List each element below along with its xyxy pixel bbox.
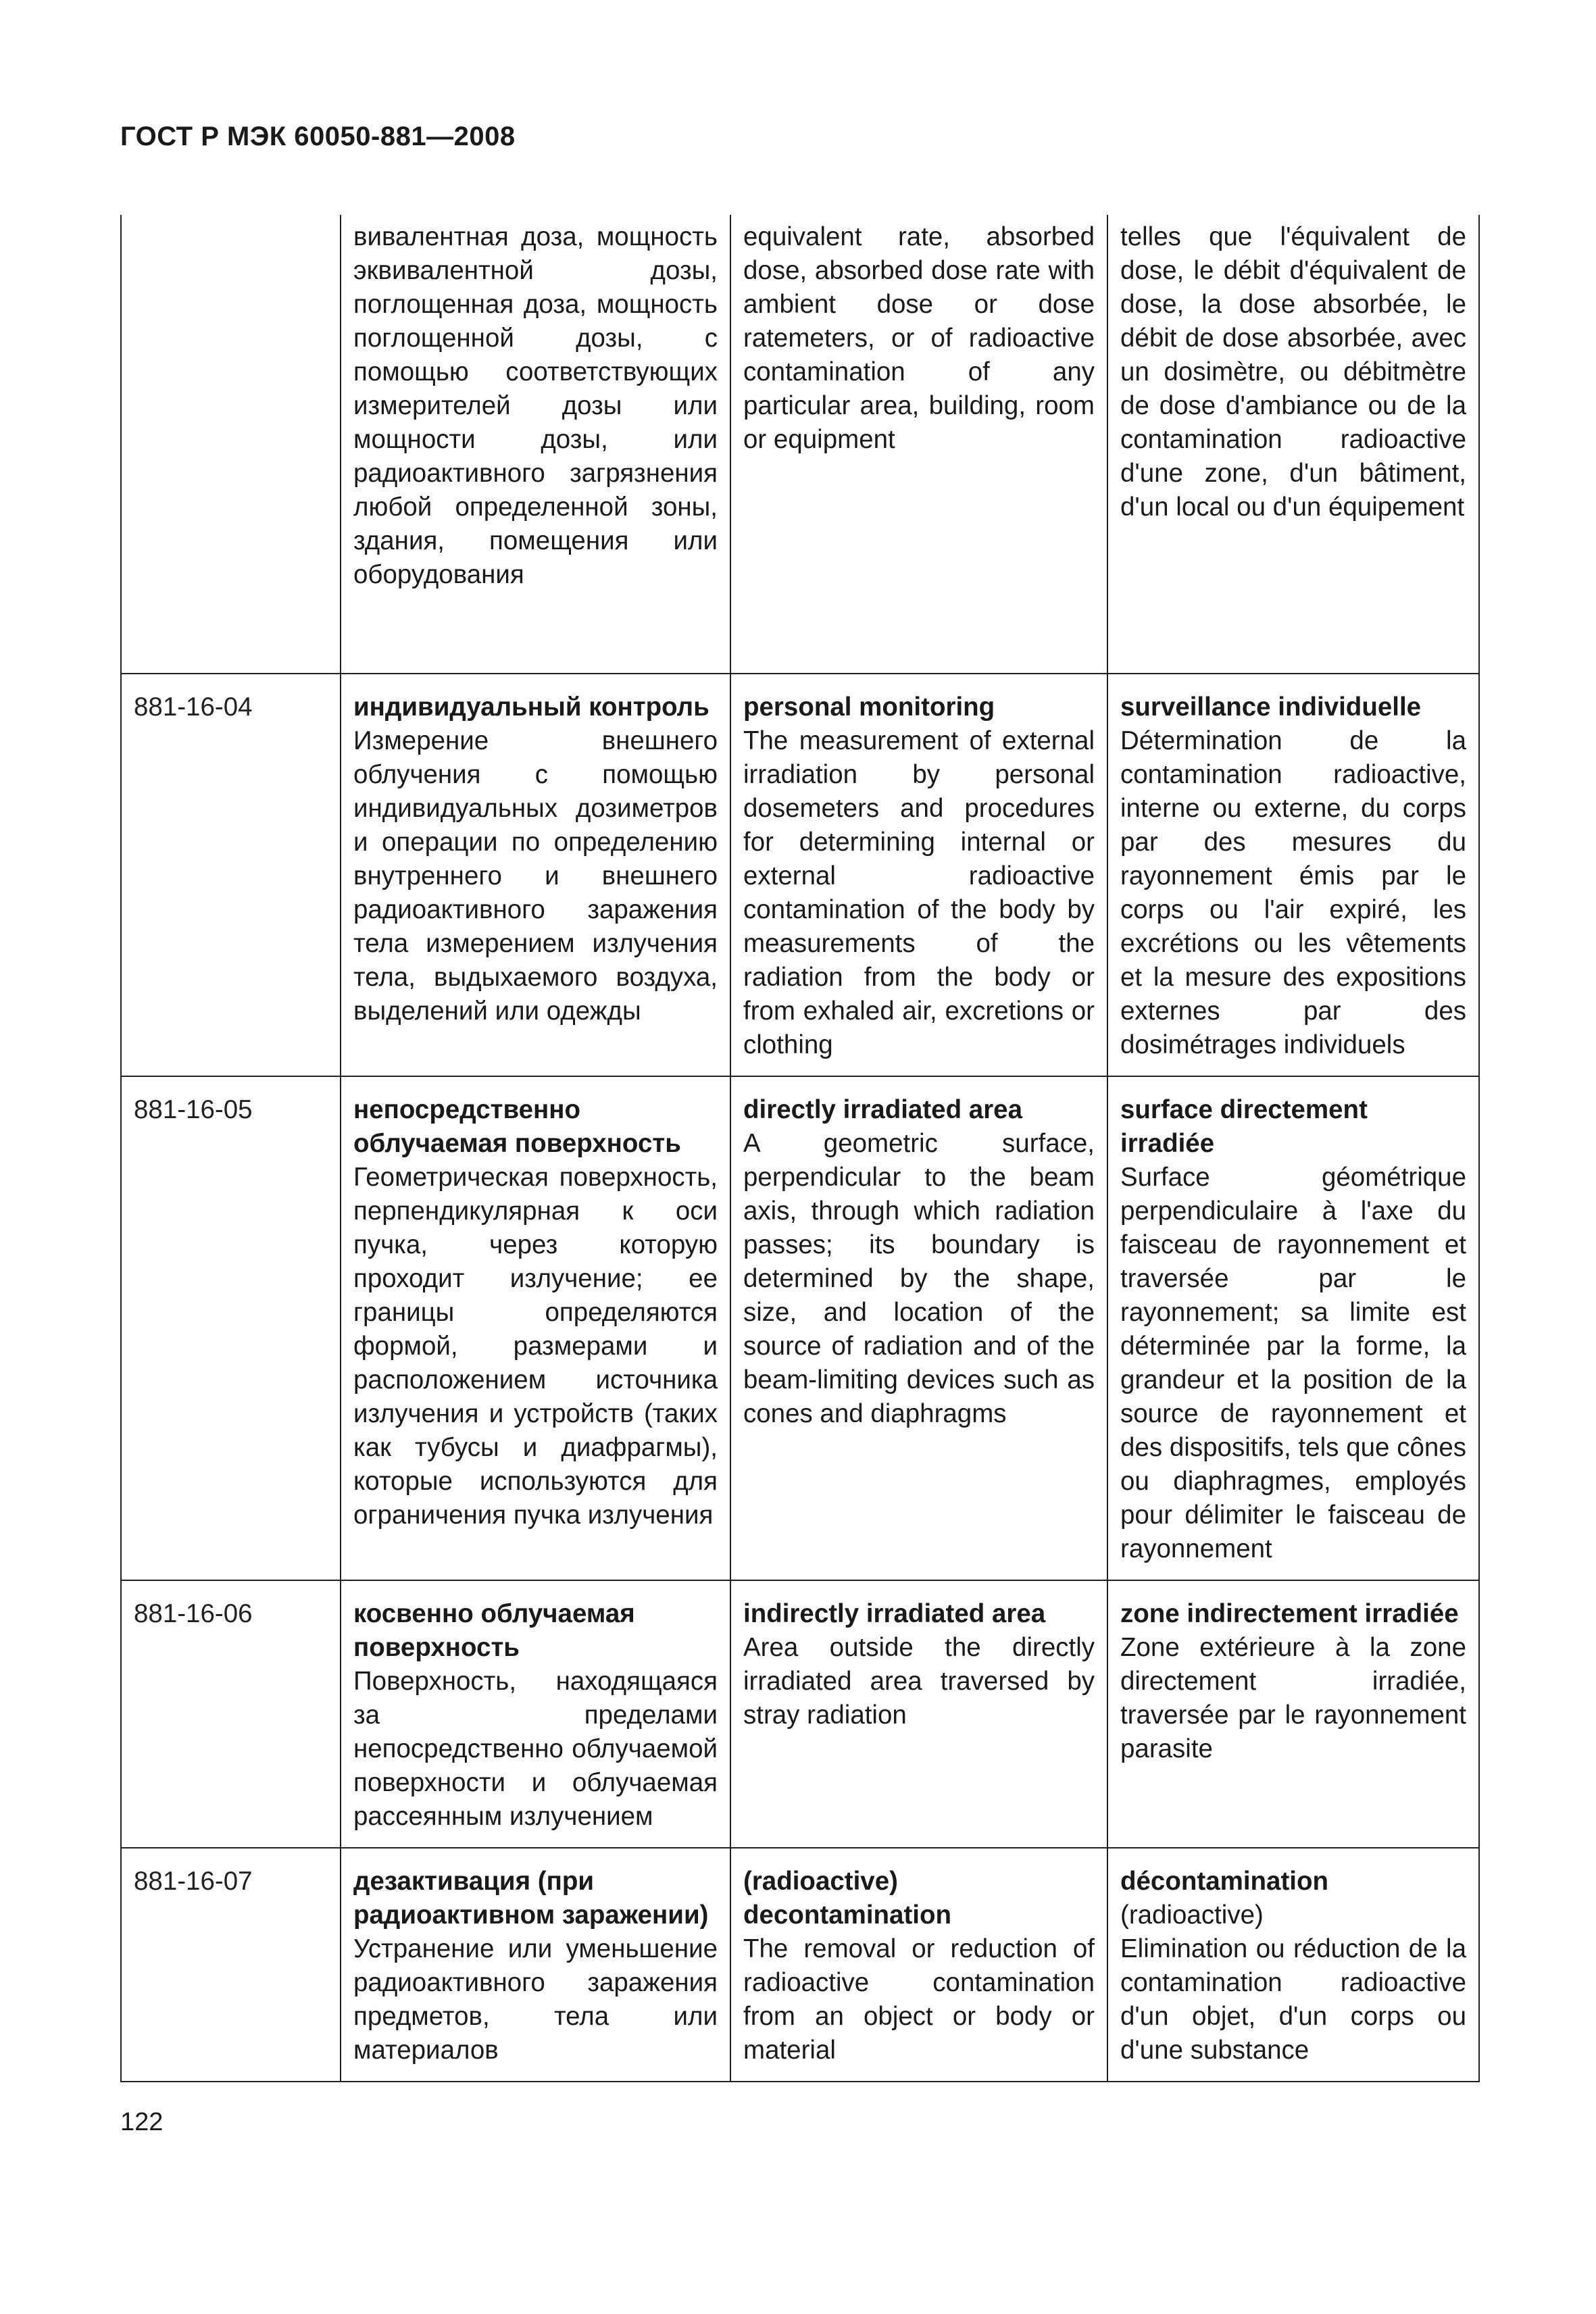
french-definition: telles que l'équivalent de dose, le débit d'équivalent de dose, la dose absorbée, le débit de dose absorbée, avec un dosimètre, ou débitmètre de dose d'ambiance ou de la contamination radioactive d'une zone, d'un bâtiment, d'un local ou d'un équipement [1120,222,1466,522]
russian-definition: вивалентная доза, мощность эквивалентной дозы, поглощенная доза, мощность поглощенной дозы, с помощью соответствующих измерителей дозы или мощности дозы, или радиоактивного загрязнения любой определенной зоны, здания, помещения или оборудования [353,222,718,589]
table-row [121,1076,1479,1580]
russian-definition: Измерение внешнего облучения с помощью индивидуальных дозиметров и операции по определению внутреннего и внешнего радиоактивного заражения тела измерением излучения тела, выдыхаемого воздуха, выделений или одежды [353,726,718,1026]
french-qualifier: (radioactive) [1120,1901,1264,1930]
russian-cell [341,215,730,674]
term-number: 881-16-05 [121,1076,341,1580]
english-definition: A geometric surface, perpendicular to the beam axis, through which radiation passes; its boundary is determined by the shape, size, and location of the source of radiation and of the beam-limiting devices such as cones and diaphragms [743,1129,1095,1428]
term-number [121,215,341,674]
french-cell [1107,674,1479,1076]
french-definition: Elimination ou réduction de la contamination radioactive d'un objet, d'un corps ou d'une substance [1120,1934,1466,2065]
english-term: indirectly irradiated area [743,1599,1046,1628]
english-term: (radioactive) decontamination [743,1867,952,1930]
term-number: 881-16-06 [121,1580,341,1848]
page-number: 122 [120,2108,164,2136]
table-row [121,1848,1479,2082]
russian-term: косвенно облучаемая поверхность [353,1599,635,1662]
english-definition: Area outside the directly irradiated area traversed by stray radiation [743,1633,1095,1730]
french-definition: Détermination de la contamination radioactive, interne ou externe, du corps par des mesures du rayonnement émis par le corps ou l'air expiré, les excrétions ou les vêtements et la mesure des expositions externes par des dosimétrages individuels [1120,726,1466,1059]
french-term: zone indirectement irradiée [1120,1599,1459,1628]
english-term: directly irradiated area [743,1095,1023,1124]
french-cell [1107,1580,1479,1848]
document-header: ГОСТ Р МЭК 60050-881—2008 [120,122,516,151]
table-row [121,674,1479,1076]
french-term: surveillance individuelle [1120,693,1422,722]
russian-definition: Поверхность, находящаяся за пределами непосредственно облучаемой поверхности и облучаемая рассеянным излучением [353,1667,718,1831]
russian-cell [341,1580,730,1848]
english-term: personal monitoring [743,693,995,722]
table-row [121,215,1479,674]
russian-cell [341,1848,730,2082]
russian-term: непосредственно облучаемая поверхность [353,1095,681,1158]
french-definition: Surface géométrique perpendiculaire à l'axe du faisceau de rayonnement et traversée par le rayonnement; sa limite est déterminée par la forme, la grandeur et la position de la source de rayonnement et des dispositifs, tels que cônes ou diaphragmes, employés pour délimiter le faisceau de rayonnement [1120,1163,1466,1563]
french-cell [1107,215,1479,674]
russian-term: индивидуальный контроль [353,693,709,722]
russian-term: дезактивация (при радиоактивном заражении) [353,1867,709,1930]
russian-definition: Устранение или уменьшение радиоактивного заражения предметов, тела или материалов [353,1934,718,2065]
english-definition: The removal or reduction of radioactive contamination from an object or body or material [743,1934,1095,2065]
english-cell [730,1848,1107,2082]
english-cell [730,674,1107,1076]
french-cell [1107,1848,1479,2082]
term-number: 881-16-04 [121,674,341,1076]
french-term: décontamination [1120,1867,1329,1896]
english-cell [730,1076,1107,1580]
french-cell [1107,1076,1479,1580]
russian-definition: Геометрическая поверхность, перпендикулярная к оси пучка, через которую проходит излучение; ее границы определяются формой, размерами и расположением источника излучения и устройств (таких как тубусы и диафрагмы), которые используются для ограничения пучка излучения [353,1163,718,1530]
table-row [121,1580,1479,1848]
english-cell [730,215,1107,674]
russian-cell [341,1076,730,1580]
french-definition: Zone extérieure à la zone directement irradiée, traversée par le rayonnement parasite [1120,1633,1466,1763]
term-number: 881-16-07 [121,1848,341,2082]
french-term: surface directement irradiée [1120,1095,1368,1158]
terms-table [120,215,1480,2082]
english-definition: The measurement of external irradiation by personal dosemeters and procedures for determining internal or external radioactive contamination of the body by measurements of the radiation from the body or from exhaled air, excretions or clothing [743,726,1095,1059]
russian-cell [341,674,730,1076]
english-definition: equivalent rate, absorbed dose, absorbed dose rate with ambient dose or dose ratemeters, or of radioactive contamination of any particular area, building, room or equipment [743,222,1095,454]
english-cell [730,1580,1107,1848]
